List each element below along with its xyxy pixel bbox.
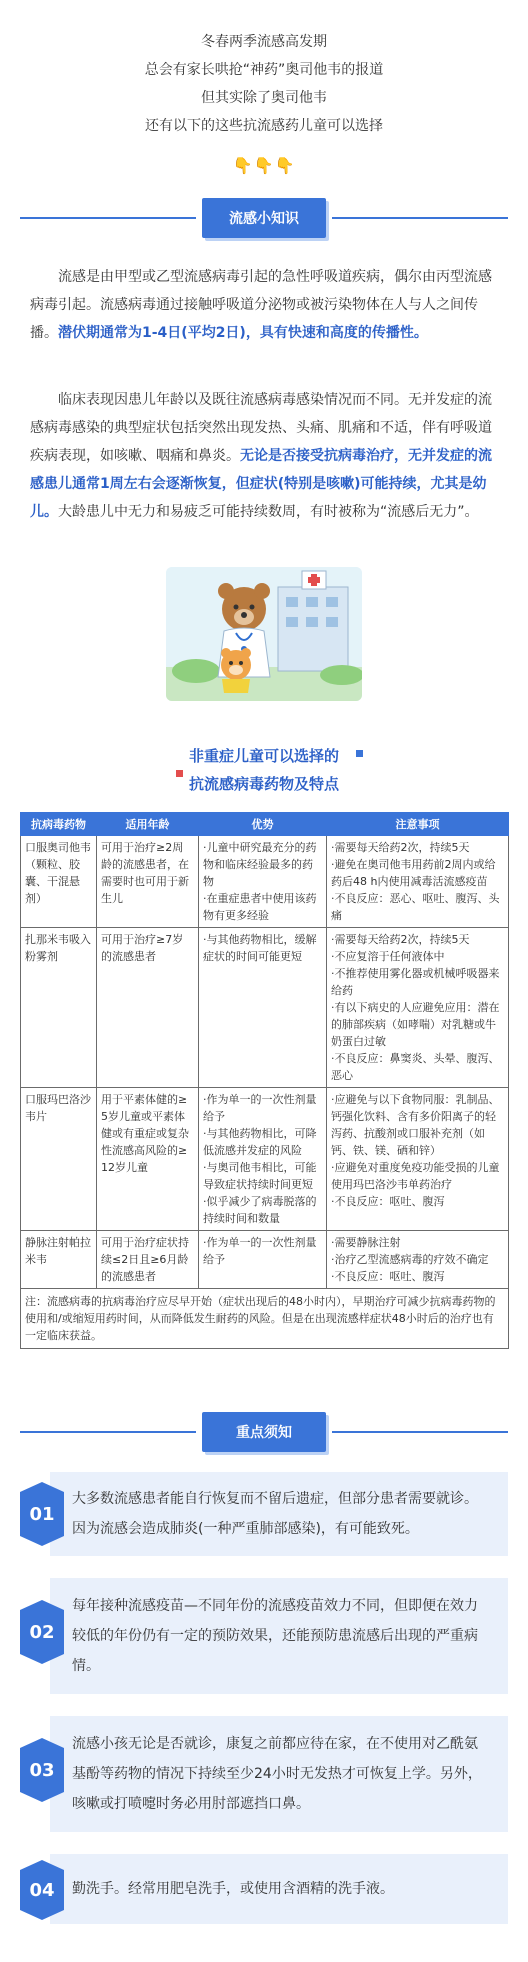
- table-footnote-row: [21, 1289, 509, 1349]
- intro-line-1: 冬春两季流感高发期: [201, 34, 327, 50]
- advantages-cell: [199, 928, 327, 1088]
- key-point-item: [20, 1472, 508, 1556]
- table-row: [21, 1088, 509, 1231]
- divider-line: [332, 217, 508, 219]
- flu-intro-paragraph: [30, 263, 498, 347]
- decorative-square-icon: [356, 750, 363, 757]
- age-cell: 可用于治疗症状持续≤2日且≥6月龄的流感患者: [97, 1231, 199, 1289]
- column-header: 优势: [199, 813, 327, 836]
- advantages-cell: [199, 1231, 327, 1289]
- key-point-card: [50, 1578, 508, 1694]
- key-point-item: [20, 1578, 508, 1694]
- key-point-text: 大多数流感患者能自行恢复而不留后遗症，但部分患者需要就诊。因为流感会造成肺炎(一种严重肺部感染)，有可能致死。: [72, 1491, 478, 1537]
- key-point-card: [50, 1472, 508, 1556]
- age-cell: 用于平素体健的≥5岁儿童或平素体健或有重症或复杂性流感高风险的≥12岁儿童: [97, 1088, 199, 1231]
- key-point-number: 01: [20, 1492, 64, 1536]
- note-item: ·不良反应：呕吐、腹泻: [331, 1270, 445, 1283]
- column-header: 注意事项: [327, 813, 509, 836]
- divider-line: [20, 217, 196, 219]
- key-point-text: 勤洗手。经常用肥皂洗手，或使用含酒精的洗手液。: [72, 1881, 394, 1897]
- advantage-item: ·作为单一的一次性剂量给予: [203, 1093, 317, 1123]
- key-point-card: [50, 1854, 508, 1924]
- section-header-key-points: [20, 1412, 508, 1452]
- advantage-item: ·与其他药物相比，缓解症状的时间可能更短: [203, 933, 317, 963]
- note-item: ·需要每天给药2次，持续5天: [331, 841, 470, 854]
- note-item: ·治疗乙型流感病毒的疗效不确定: [331, 1253, 489, 1266]
- section-header-flu-knowledge: [20, 198, 508, 238]
- note-item: ·不良反应：恶心、呕吐、腹泻、头痛: [331, 892, 500, 922]
- key-point-number: 02: [20, 1610, 64, 1654]
- drug-name-cell: 静脉注射帕拉米韦: [21, 1231, 97, 1289]
- table-header-row: [21, 813, 509, 836]
- table-row: [21, 1231, 509, 1289]
- note-item: ·避免在奥司他韦用药前2周内或给药后48 h内使用减毒活流感疫苗: [331, 858, 496, 888]
- note-item: ·需要静脉注射: [331, 1236, 401, 1249]
- section-title: 重点须知: [202, 1412, 326, 1452]
- table-row: [21, 836, 509, 928]
- note-item: ·不推荐使用雾化器或机械呼吸器来给药: [331, 967, 500, 997]
- key-point-text: 流感小孩无论是否就诊，康复之前都应待在家，在不使用对乙酰氨基酚等药物的情况下持续至少24小时无发热才可恢复上学。另外，咳嗽或打喷嚏时务必用肘部遮挡口鼻。: [72, 1736, 482, 1812]
- drug-name-cell: 口服玛巴洛沙韦片: [21, 1088, 97, 1231]
- drug-name-cell: 口服奥司他韦（颗粒、胶囊、干混悬剂）: [21, 836, 97, 928]
- table-title-line-2: 抗流感病毒药物及特点: [188, 775, 339, 793]
- advantages-cell: [199, 836, 327, 928]
- column-header: 适用年龄: [97, 813, 199, 836]
- column-header: 抗病毒药物: [21, 813, 97, 836]
- divider-line: [332, 1431, 508, 1433]
- advantage-item: ·似乎减少了病毒脱落的持续时间和数量: [203, 1195, 317, 1225]
- notes-cell: [327, 1088, 509, 1231]
- paragraph-text: 大龄患儿中无力和易疲乏可能持续数周，有时被称为“流感后无力”。: [58, 504, 479, 520]
- key-point-card: [50, 1716, 508, 1832]
- note-item: ·有以下病史的人应避免应用：潜在的肺部疾病（如哮喘）对乳糖或牛奶蛋白过敏: [331, 1001, 500, 1048]
- note-item: ·应避免对重度免疫功能受损的儿童使用玛巴洛沙韦单药治疗: [331, 1161, 500, 1191]
- key-point-item: [20, 1854, 508, 1924]
- incubation-highlight: 潜伏期通常为1-4日(平均2日)，具有快速和高度的传播性。: [58, 325, 428, 341]
- key-point-number: 04: [20, 1870, 64, 1910]
- table-row: [21, 928, 509, 1088]
- doctor-bear-illustration: [166, 567, 362, 701]
- key-point-item: [20, 1716, 508, 1832]
- antiviral-drug-table: [20, 812, 509, 1349]
- recovery-highlight: 无论是否接受抗病毒治疗，无并发症的流感患儿通常1周左右会逐渐恢复，但症状(特别是咳嗽)可能持续，尤其是幼儿。: [30, 448, 492, 520]
- advantage-item: ·与其他药物相比，可降低流感并发症的风险: [203, 1127, 317, 1157]
- pointing-down-icon: 👇👇👇: [232, 156, 296, 175]
- age-cell: 可用于治疗≥2周龄的流感患者，在需要时也可用于新生儿: [97, 836, 199, 928]
- intro-line-3: 但其实除了奥司他韦: [201, 90, 327, 106]
- key-point-text: 每年接种流感疫苗—不同年份的流感疫苗效力不同，但即便在效力较低的年份仍有一定的预防效果，还能预防患流感后出现的严重病情。: [72, 1598, 478, 1674]
- note-item: ·不良反应：呕吐、腹泻: [331, 1195, 445, 1208]
- table-title: [0, 742, 528, 798]
- table-footnote: 注：流感病毒的抗病毒治疗应尽早开始（症状出现后的48小时内），早期治疗可减少抗病毒药物的使用和/或缩短用药时间，从而降低发生耐药的风险。但是在出现流感样症状48小时后的治疗也有一定临床获益。: [21, 1289, 509, 1349]
- intro-block: [0, 28, 528, 140]
- notes-cell: [327, 836, 509, 928]
- note-item: ·需要每天给药2次，持续5天: [331, 933, 470, 946]
- section-title: 流感小知识: [202, 198, 326, 238]
- drug-name-cell: 扎那米韦吸入粉雾剂: [21, 928, 97, 1088]
- note-item: ·不良反应：鼻窦炎、头晕、腹泻、恶心: [331, 1052, 500, 1082]
- note-item: ·应避免与以下食物同服：乳制品、钙强化饮料、含有多价阳离子的轻泻药、抗酸剂或口服补充剂（如钙、铁、镁、硒和锌）: [331, 1093, 500, 1157]
- note-item: ·不应复溶于任何液体中: [331, 950, 445, 963]
- key-point-number: 03: [20, 1748, 64, 1792]
- intro-line-4: 还有以下的这些抗流感药儿童可以选择: [145, 118, 383, 134]
- advantage-item: ·作为单一的一次性剂量给予: [203, 1236, 317, 1266]
- paragraph-text: 流感是由甲型或乙型流感病毒引起的急性呼吸道疾病，偶尔由丙型流感病毒引起。流感病毒通过接触呼吸道分泌物或被污染物体在人与人之间传播。: [30, 269, 492, 341]
- notes-cell: [327, 928, 509, 1088]
- advantage-item: ·儿童中研究最充分的药物和临床经验最多的药物: [203, 841, 317, 888]
- notes-cell: [327, 1231, 509, 1289]
- advantage-item: ·在重症患者中使用该药物有更多经验: [203, 892, 317, 922]
- clinical-paragraph: [30, 386, 498, 526]
- advantage-item: ·与奥司他韦相比，可能导致症状持续时间更短: [203, 1161, 317, 1191]
- decorative-square-icon: [176, 770, 183, 777]
- paragraph-text: 临床表现因患儿年龄以及既往流感病毒感染情况而不同。无并发症的流感病毒感染的典型症状包括突然出现发热、头痛、肌痛和不适，伴有呼吸道疾病表现，如咳嗽、咽痛和鼻炎。: [30, 392, 492, 464]
- intro-line-2: 总会有家长哄抢“神药”奥司他韦的报道: [144, 62, 384, 78]
- table-title-line-1: 非重症儿童可以选择的: [188, 747, 339, 765]
- advantages-cell: [199, 1088, 327, 1231]
- age-cell: 可用于治疗≥7岁的流感患者: [97, 928, 199, 1088]
- divider-line: [20, 1431, 196, 1433]
